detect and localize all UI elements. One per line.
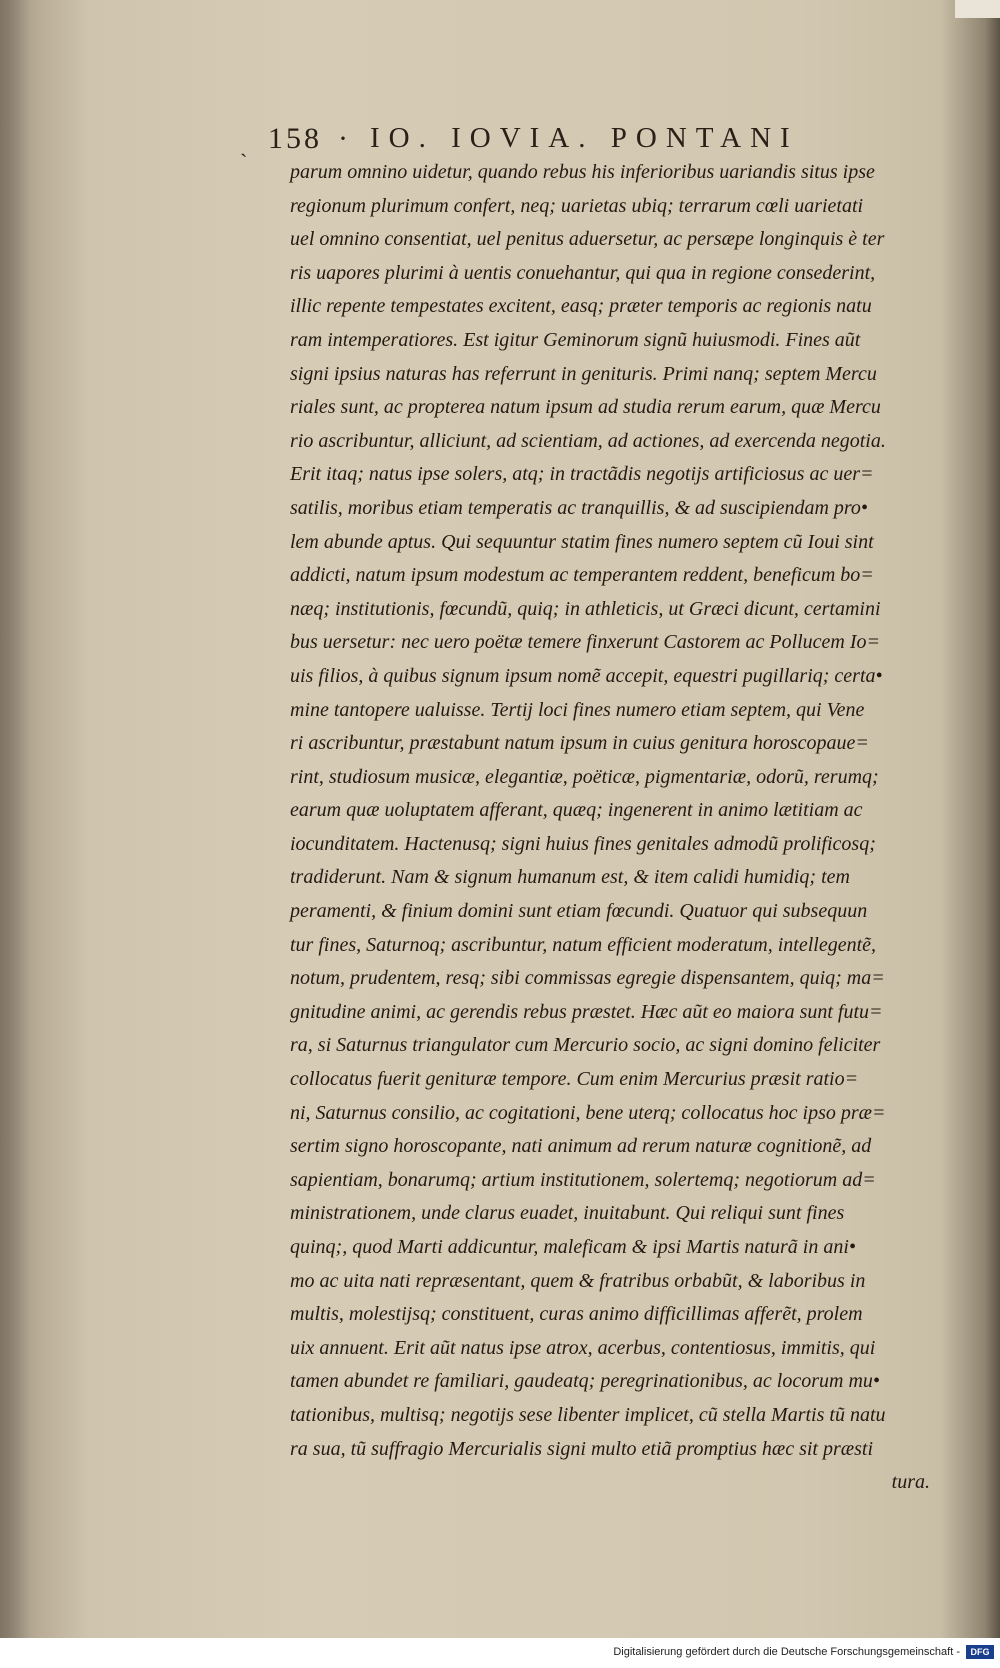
body-text — [290, 156, 930, 1500]
text-line: notum, prudentem, resq; sibi commissas egregie dispensantem, quiq; ma= — [290, 967, 885, 990]
text-line: bus uersetur: nec uero poëtæ temere finxerunt Castorem ac Pollucem Io= — [290, 631, 881, 654]
funding-credit: Digitalisierung gefördert durch die Deutsche Forschungsgemeinschaft - — [613, 1646, 960, 1658]
text-line: uel omnino consentiat, uel penitus aduersetur, ac persæpe longinquis è ter — [290, 228, 885, 251]
text-line: sapientiam, bonarumq; artium institutionem, solertemq; negotiorum ad= — [290, 1168, 876, 1191]
footer-bar — [0, 1638, 1000, 1668]
text-line: ris uapores plurimi à uentis conuehantur, qui qua in regione consederint, — [290, 261, 876, 284]
text-line: ni, Saturnus consilio, ac cogitationi, bene uterq; collocatus hoc ipso præ= — [290, 1101, 886, 1124]
text-line: earum quæ uoluptatem afferant, quæq; ingenerent in animo lætitiam ac — [290, 799, 863, 822]
text-line: illic repente tempestates excitent, easq; præter temporis ac regionis natu — [290, 295, 872, 318]
dfg-logo: DFG — [966, 1645, 994, 1659]
text-line: mine tantopere ualuisse. Tertij loci fines numero etiam septem, qui Vene — [290, 698, 865, 721]
text-line: lem abunde aptus. Qui sequuntur statim fines numero septem cũ Ioui sint — [290, 530, 874, 553]
text-line: peramenti, & finium domini sunt etiam fœcundi. Quatuor qui subsequun — [290, 900, 868, 923]
text-line: tur fines, Saturnoq; ascribuntur, natum efficient moderatum, intellegentẽ, — [290, 933, 877, 956]
text-line: ri ascribuntur, præstabunt natum ipsum in cuius genitura horoscopaue= — [290, 732, 869, 755]
header-mark: ˎ — [240, 132, 251, 157]
text-line: rint, studiosum musicæ, elegantiæ, poëticæ, pigmentariæ, odorũ, rerumq; — [290, 765, 879, 788]
text-line: sertim signo horoscopante, nati animum ad rerum naturæ cognitionẽ, ad — [290, 1135, 872, 1158]
text-line: tamen abundet re familiari, gaudeatq; peregrinationibus, ac locorum mu• — [290, 1370, 880, 1393]
text-line: tura. — [891, 1471, 930, 1494]
page-tab — [955, 0, 1000, 18]
text-line: gnitudine animi, ac gerendis rebus præstet. Hæc aũt eo maiora sunt futu= — [290, 1000, 883, 1023]
text-line: signi ipsius naturas has referrunt in genituris. Primi nanq; septem Mercu — [290, 362, 877, 385]
text-line: parum omnino uidetur, quando rebus his inferioribus uariandis situs ipse — [290, 161, 875, 183]
text-line: ministrationem, unde clarus euadet, inuitabunt. Qui reliqui sunt fines — [290, 1202, 845, 1225]
page-gutter-shadow — [0, 0, 30, 1638]
text-line: uis filios, à quibus signum ipsum nomẽ accepit, equestri pugillariq; certa• — [290, 664, 883, 687]
text-line: mo ac uita nati repræsentant, quem & fratribus orbabũt, & laboribus in — [290, 1269, 866, 1292]
text-line: quinq;, quod Marti addicuntur, maleficam & ipsi Martis naturã in ani• — [290, 1236, 856, 1258]
text-line: tationibus, multisq; negotijs sese libenter implicet, cũ stella Martis tũ natu — [290, 1403, 886, 1426]
running-header — [240, 122, 940, 158]
header-separator: · — [338, 122, 351, 155]
running-title: IO. IOVIA. PONTANI — [370, 122, 799, 154]
text-line: Erit itaq; natus ipse solers, atq; in tractãdis negotijs artificiosus ac uer= — [290, 463, 874, 486]
text-line: tradiderunt. Nam & signum humanum est, & item calidi humidiq; tem — [290, 866, 850, 889]
text-line: ra, si Saturnus triangulator cum Mercurio socio, ac signi domino feliciter — [290, 1034, 881, 1057]
text-line: rio ascribuntur, alliciunt, ad scientiam, ad actiones, ad exercenda negotia. — [290, 429, 886, 452]
text-line: regionum plurimum confert, neq; uarietas ubiq; terrarum cœli uarietati — [290, 194, 864, 217]
text-line: collocatus fuerit genituræ tempore. Cum enim Mercurius præsit ratio= — [290, 1068, 859, 1091]
text-line: uix annuent. Erit aũt natus ipse atrox, acerbus, contentiosus, immitis, qui — [290, 1336, 876, 1359]
text-line: iocunditatem. Hactenusq; signi huius fines genitales admodũ prolificosq; — [290, 832, 876, 855]
text-line: ra sua, tũ suffragio Mercurialis signi multo etiã promptius hæc sit præsti — [290, 1437, 874, 1460]
text-line: satilis, moribus etiam temperatis ac tranquillis, & ad suscipiendam pro• — [290, 496, 868, 519]
page-number: 158 — [268, 122, 322, 155]
text-line: riales sunt, ac propterea natum ipsum ad studia rerum earum, quæ Mercu — [290, 396, 881, 419]
text-line: næq; institutionis, fœcundũ, quiq; in athleticis, ut Græci dicunt, certamini — [290, 597, 881, 620]
text-line: ram intemperatiores. Est igitur Geminorum signũ huiusmodi. Fines aũt — [290, 328, 861, 351]
text-line: addicti, natum ipsum modestum ac temperantem reddent, beneficum bo= — [290, 564, 874, 587]
text-line: multis, molestijsq; constituent, curas animo difficillimas afferẽt, prolem — [290, 1303, 863, 1326]
